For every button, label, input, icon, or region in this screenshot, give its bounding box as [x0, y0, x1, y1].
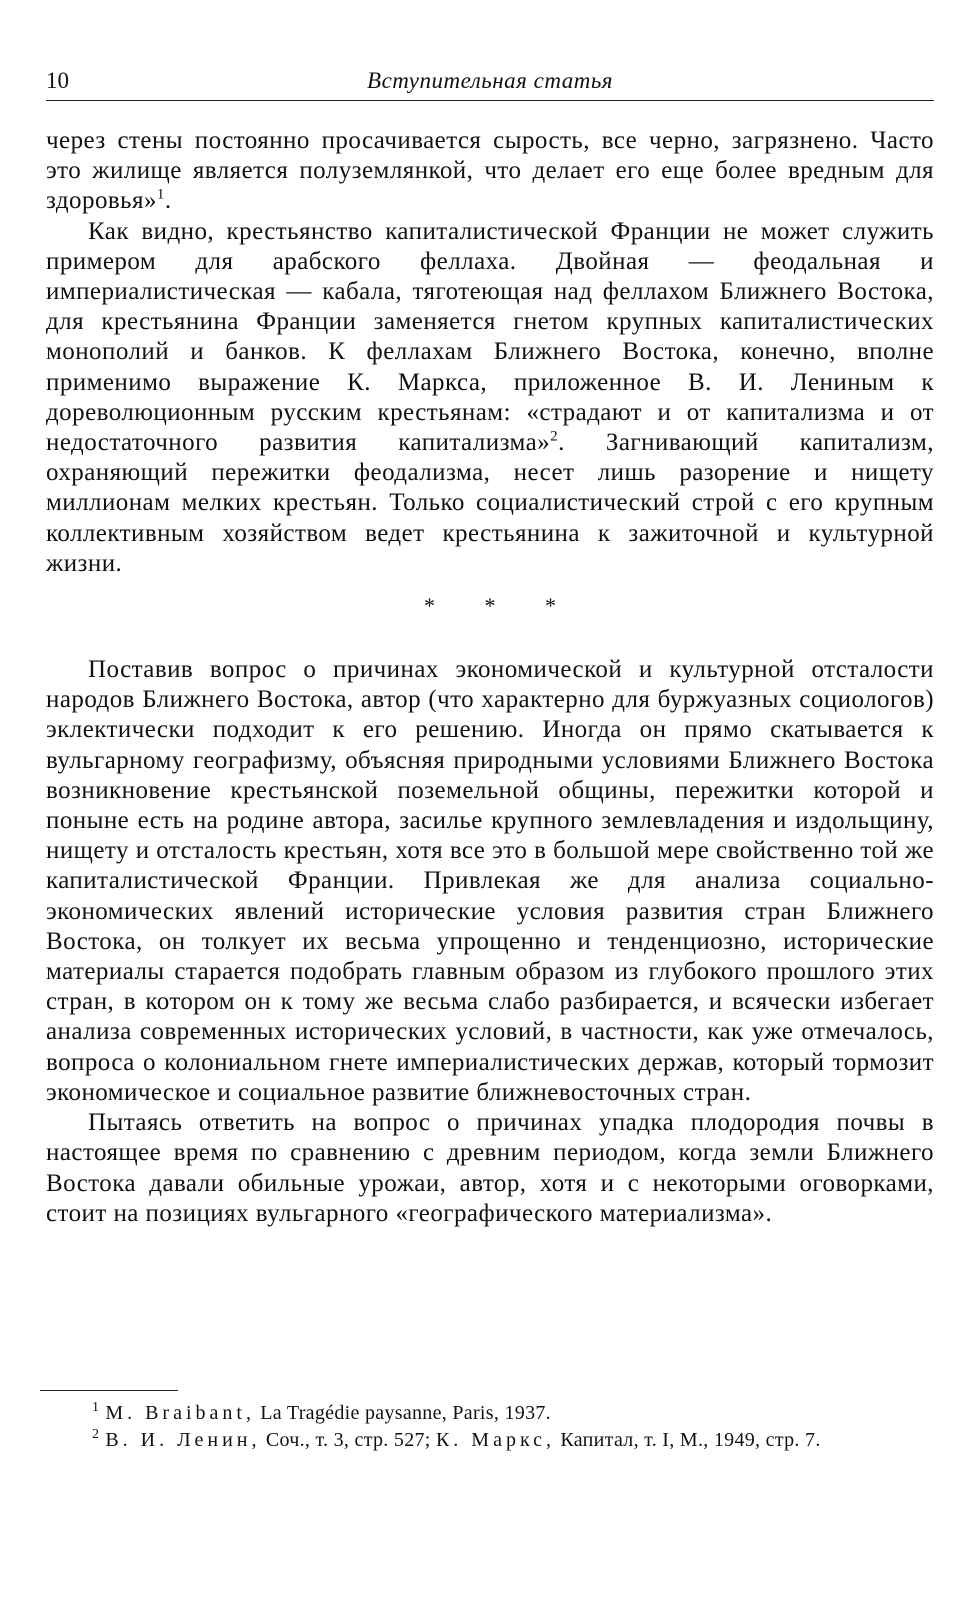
- main-text: [46, 126, 934, 1229]
- footnote-1-number: 1: [92, 1400, 100, 1416]
- page-number: 10: [46, 68, 69, 93]
- footnote-2-text-2: Капитал, т. I, М., 1949, стр. 7.: [555, 1429, 821, 1451]
- footnote-2-number: 2: [92, 1427, 100, 1443]
- footnote-1-author: M. Braibant,: [105, 1402, 255, 1424]
- paragraph-2-text-a: Как видно, крестьянство капиталистической Франции не может служить примером для арабского феллаха. Двойная — феодальная и империалистическая — кабала, тяготеющая над феллахом Ближнего Востока, для крестьянина Франции заменяется гнетом крупных капиталистических монополий и банков. К феллахам Ближнего Востока, конечно, вполне применимо выражение К. Маркса, приложенное В. И. Лениным к дореволюционным русским крестьянам: «страдают и от капитализма и от недостаточного развития капитализма»: [46, 217, 934, 457]
- footnote-reference-1: 1: [156, 187, 165, 204]
- footnote-1: [46, 1400, 934, 1427]
- paragraph-4: Пытаясь ответить на вопрос о причинах упадка плодородия почвы в настоящее время по сравнению с древним периодом, когда земли Ближнего Востока давали обильные урожаи, автор, хотя и с некоторыми оговорками, стоит на позициях вульгарного «географического материализма».: [46, 1109, 934, 1227]
- running-title: Вступительная статья: [367, 68, 613, 93]
- paragraph-2: [46, 217, 934, 579]
- paragraph-1-text: через стены постоянно просачивается сырость, все черно, загрязнено. Часто это жилище является полуземлянкой, что делает его еще более вредным для здоровья»: [46, 127, 934, 215]
- footnote-1-text: La Tragédie paysanne, Paris, 1937.: [254, 1402, 551, 1424]
- footnote-reference-2: 2: [550, 428, 559, 445]
- footnote-2-author: В. И. Ленин,: [105, 1429, 261, 1451]
- page-header: [46, 66, 934, 101]
- footnotes: [46, 1400, 934, 1454]
- paragraph-3: Поставив вопрос о причинах экономической и культурной отсталости народов Ближнего Востока, автор (что характерно для буржуазных социологов) эклектически подходит к его решению. Иногда он прямо скатывается к вульгарному географизму, объясняя природными условиями Ближнего Востока возникновение крестьянской поземельной общины, пережитки которой и поныне есть на родине автора, засилье крупного землевладения и издольщину, нищету и отсталость крестьян, хотя все это в большой мере свойственно той же капиталистической Франции. Привлекая же для анализа социально-экономических явлений исторические условия развития стран Ближнего Востока, он толкует их весьма упрощенно и тенденциозно, исторические материалы старается подобрать главным образом из глубокого прошлого этих стран, в котором он к тому же весьма слабо разбирается, и всячески избегает анализа современных исторических условий, в частности, как уже отмечалось, вопроса о колониальном гнете империалистических держав, который тормозит экономическое и социальное развитие ближневосточных стран.: [46, 656, 934, 1106]
- footnote-2-author-2: К. Маркс,: [435, 1429, 556, 1451]
- paragraph-1: [46, 126, 934, 217]
- footnote-2-text: Соч., т. 3, стр. 527;: [260, 1429, 436, 1451]
- footnote-2: [46, 1427, 934, 1454]
- footnote-divider: [40, 1390, 178, 1391]
- paragraph-2-text-b: . Загнивающий капитализм, охраняющий пережитки феодализма, несет лишь разорение и нищету миллионам мелких крестьян. Только социалистический строй с его крупным коллективным хозяйством ведет крестьянина к зажиточной и культурной жизни.: [46, 429, 934, 577]
- paragraph-1-end: .: [164, 187, 172, 215]
- section-separator: * * *: [424, 593, 578, 619]
